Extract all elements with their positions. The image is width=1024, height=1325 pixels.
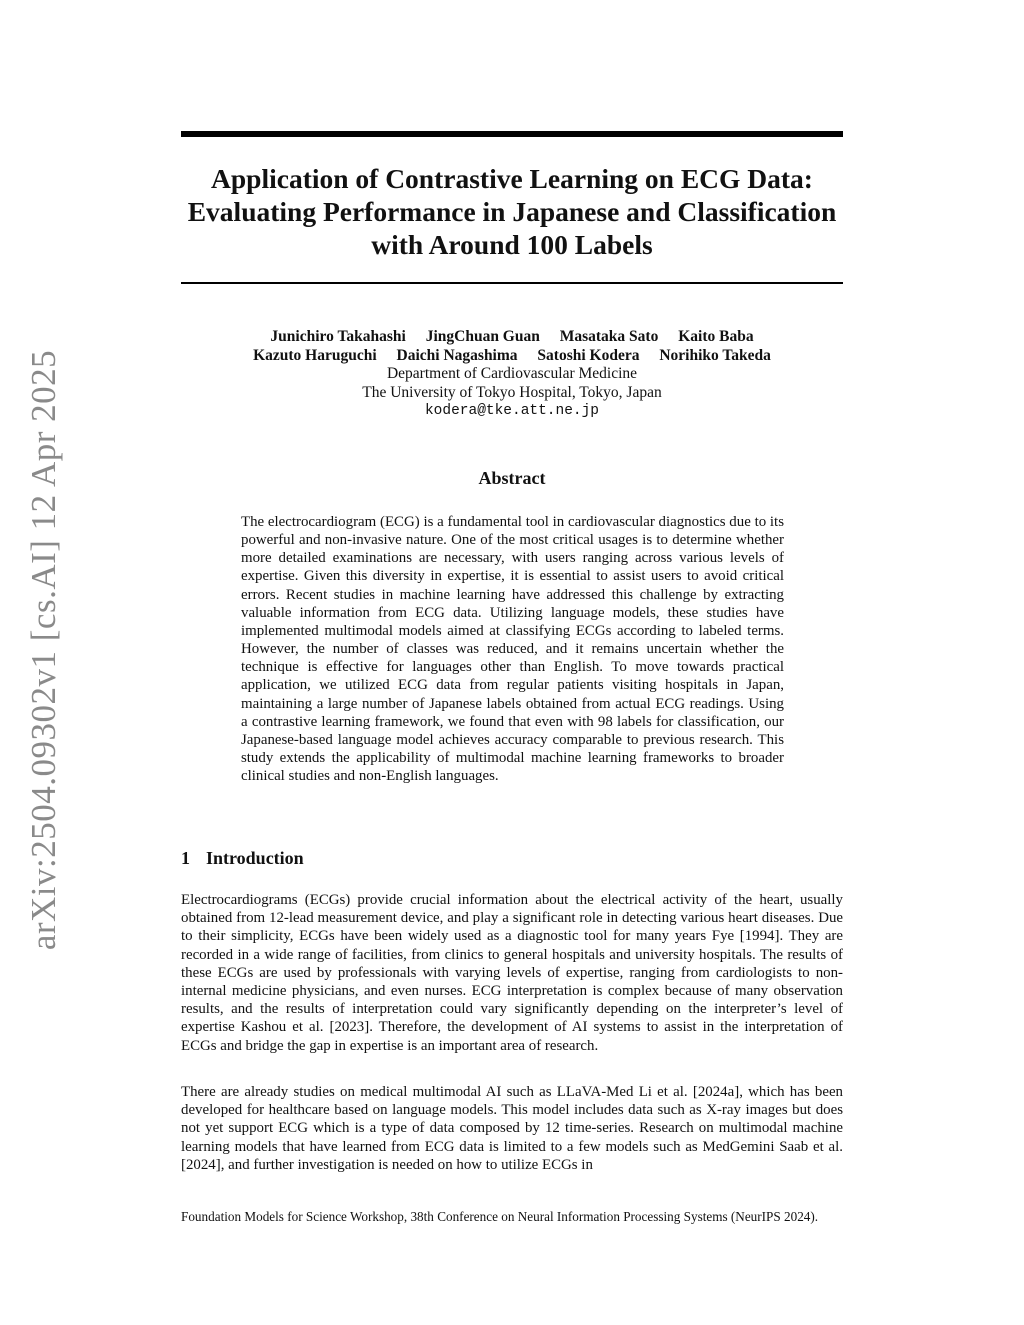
section-title: Introduction <box>206 848 304 868</box>
author-name: Kazuto Haruguchi <box>253 346 377 364</box>
author-institution: The University of Tokyo Hospital, Tokyo, Japan <box>362 383 662 401</box>
section-heading-introduction <box>181 848 304 869</box>
conference-footnote: Foundation Models for Science Workshop, 38th Conference on Neural Information Processing Systems (NeurIPS 2024). <box>181 1209 819 1224</box>
title-line-2: Evaluating Performance in Japanese and Classification <box>187 196 837 227</box>
author-name: Norihiko Takeda <box>659 346 771 364</box>
author-department: Department of Cardiovascular Medicine <box>386 365 638 382</box>
intro-paragraph-1: Electrocardiograms (ECGs) provide crucial information about the electrical activity of the heart, usually obtained from 12-lead measurement device, and play a significant role in detecting various heart diseases. Due to their simplicity, ECGs have been widely used as a diagnostic tool for many years Fye [1994]. They are recorded in a wide range of facilities, from clinics to general hospitals and university hospitals. The results of these ECGs are used by professionals with varying levels of expertise, ranging from cardiologists to non-internal medicine physicians, and even nurses. ECG interpretation is complex because of many observation results, and the results of interpretation could vary significantly depending on the interpreter’s level of expertise Kashou et al. [2023]. Therefore, the development of AI systems to assist in the interpretation of ECGs and bridge the gap in expertise is an important area of research. <box>181 892 843 1054</box>
abstract-text: The electrocardiogram (ECG) is a fundamental tool in cardiovascular diagnostics due to its powerful and non-invasive nature. One of the most critical usages is to determine whether more detailed examinations are necessary, with users ranging across various levels of expertise. Given this diversity in expertise, it is essential to assist users to avoid critical errors. Recent studies in machine learning have addressed this challenge by extracting valuable information from ECG data. Utilizing language models, these studies have implemented multimodal models aimed at classifying ECGs according to labeled terms. However, the number of classes was reduced, and it remains uncertain whether the technique is effective for languages other than English. To move towards practical application, we utilized ECG data from regular patients visiting hospitals in Japan, maintaining a large number of Japanese labels obtained from actual ECG readings. Using a contrastive learning framework, we found that even with 98 labels for classification, our Japanese-based language model achieves accuracy comparable to previous research. This study extends the applicability of multimodal machine learning frameworks to broader clinical studies and non-English languages. <box>241 514 784 785</box>
author-name: Kaito Baba <box>678 328 754 345</box>
arxiv-identifier-stamp: arXiv:2504.09302v1 [cs.AI] 12 Apr 2025 <box>24 349 63 951</box>
section-number: 1 <box>181 848 190 868</box>
title-line-3: with Around 100 Labels <box>371 229 653 260</box>
author-name: Masataka Sato <box>559 328 659 345</box>
title-bottom-rule <box>181 282 843 284</box>
paper-title <box>181 162 843 261</box>
author-name: JingChuan Guan <box>425 328 540 345</box>
author-name: Daichi Nagashima <box>396 346 518 364</box>
title-line-1: Application of Contrastive Learning on ECG Data: <box>211 163 813 194</box>
author-row-1 <box>181 328 843 347</box>
author-name: Junichiro Takahashi <box>270 328 406 345</box>
abstract-heading: Abstract <box>478 468 546 488</box>
author-row-2 <box>181 347 843 366</box>
author-block <box>181 328 843 421</box>
author-email[interactable]: kodera@tke.att.ne.jp <box>424 403 600 419</box>
title-top-rule <box>181 131 843 137</box>
intro-paragraph-2: There are already studies on medical multimodal AI such as LLaVA-Med Li et al. [2024a], which has been developed for healthcare based on language models. This model includes data such as X-ray images but does not yet support ECG which is a type of data composed by 12 time-series. Research on multimodal machine learning models that have learned from ECG data is limited to a few models such as MedGemini Saab et al. [2024], and further investigation is needed on how to utilize ECGs in <box>181 1084 843 1173</box>
author-name: Satoshi Kodera <box>537 346 640 364</box>
